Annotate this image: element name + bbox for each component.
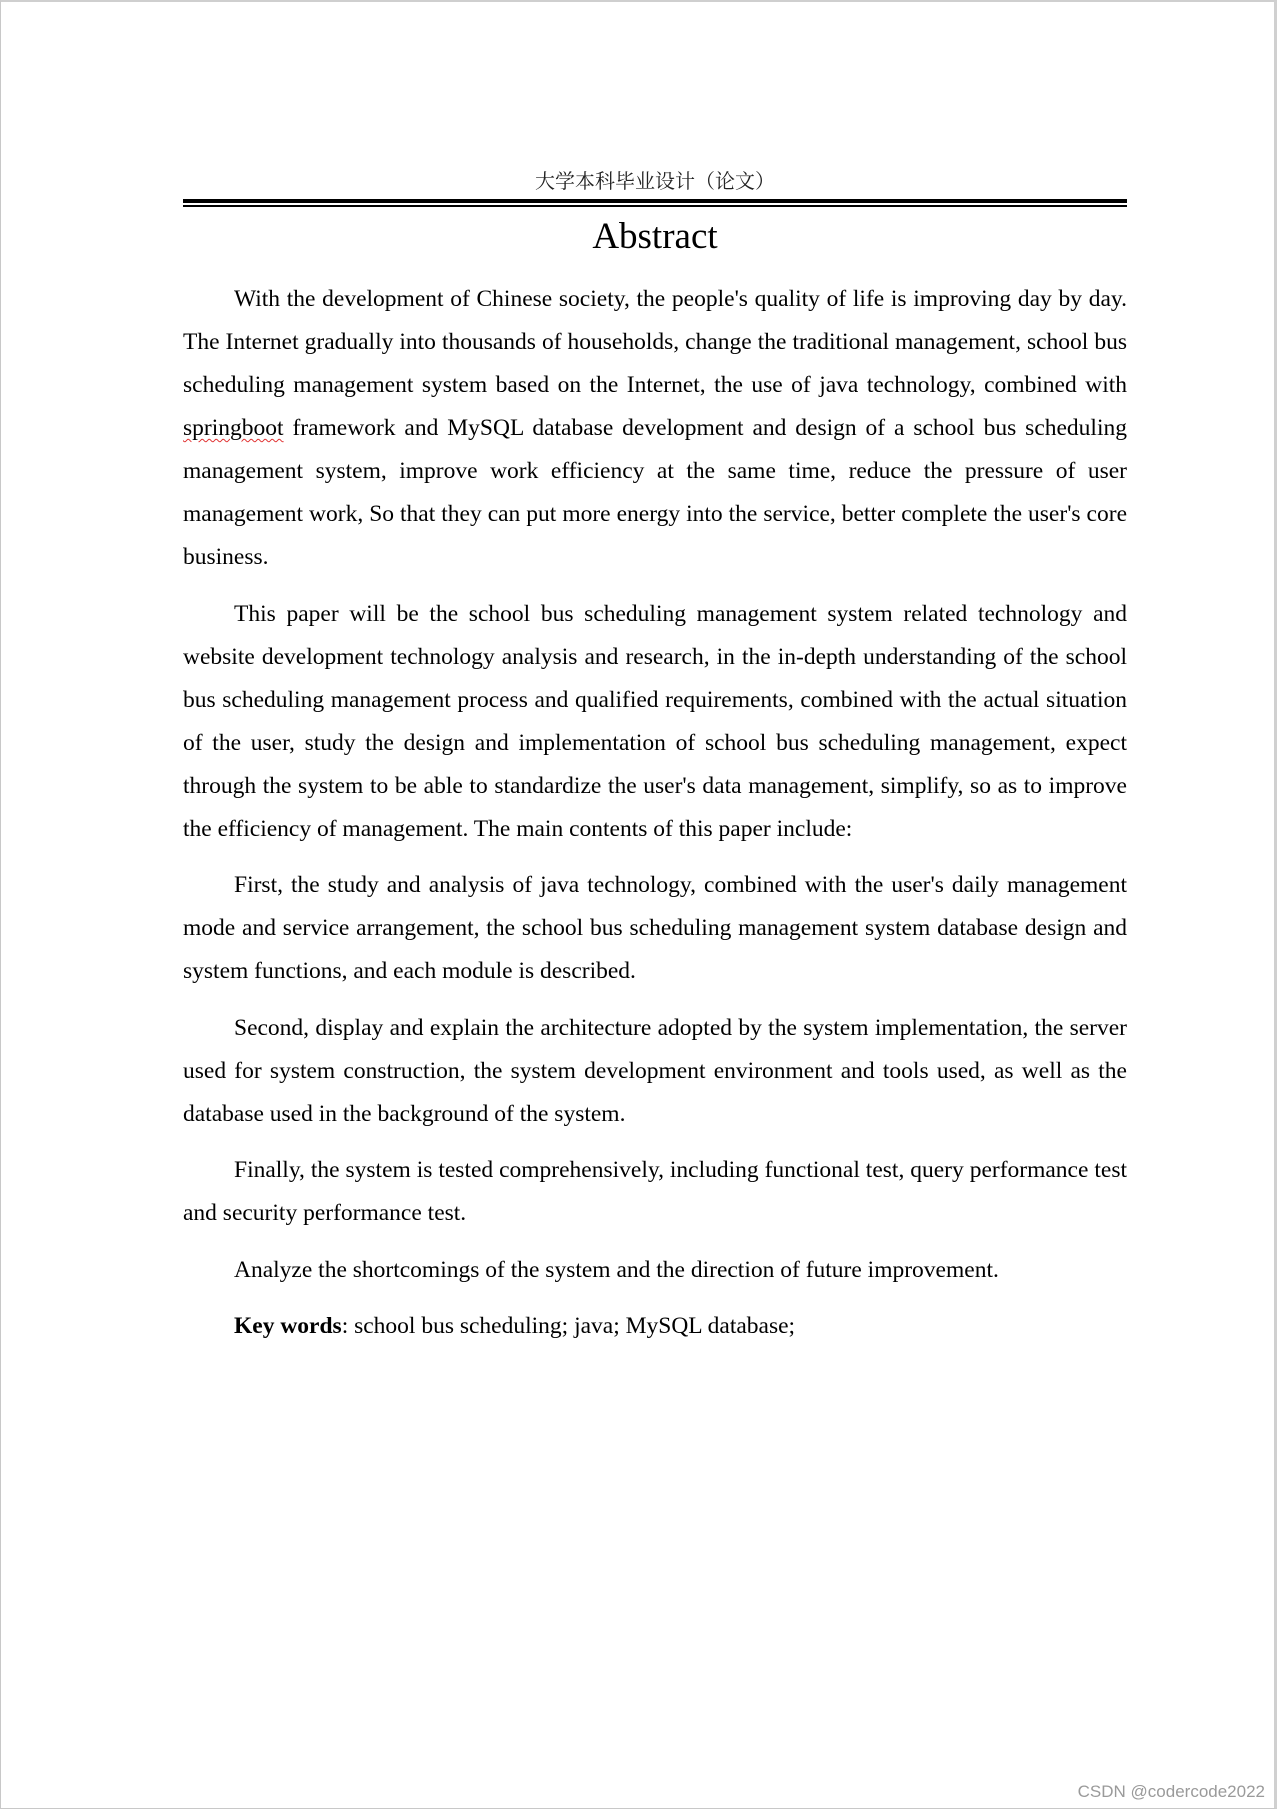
abstract-body — [183, 278, 1127, 1362]
running-header: 大学本科毕业设计（论文） — [535, 171, 775, 193]
header-rule-thin — [183, 205, 1127, 207]
paragraph-5: Finally, the system is tested comprehensively, including functional test, query performance test and security performance test. — [183, 1157, 1127, 1226]
paragraph-text: framework and MySQL database development and design of a school bus scheduling management system, improve work efficiency at the same time, reduce the pressure of user management work, So that they can put more energy into the service, better complete the user's core business. — [183, 415, 1127, 570]
watermark: CSDN @codercode2022 — [1077, 1782, 1265, 1801]
keywords-label: Key words — [234, 1313, 342, 1339]
header-rule-thick — [183, 199, 1127, 203]
paragraph-text: With the development of Chinese society, the people's quality of life is improving day by day. The Internet gradually into thousands of households, change the traditional management, school bus scheduling management system based on the Internet, the use of java technology, combined with — [183, 286, 1127, 398]
paragraph-3: First, the study and analysis of java technology, combined with the user's daily management mode and service arrangement, the school bus scheduling management system database design and system functions, and each module is described. — [183, 872, 1127, 984]
paragraph-2: This paper will be the school bus scheduling management system related technology and website development technology analysis and research, in the in-depth understanding of the school bus scheduling management process and qualified requirements, combined with the actual situation of the user, study the design and implementation of school bus scheduling management, expect through the system to be able to standardize the user's data management, simplify, so as to improve the efficiency of management. The main contents of this paper include: — [183, 600, 1127, 842]
paragraph-6: Analyze the shortcomings of the system and the direction of future improvement. — [234, 1256, 999, 1283]
keywords-value: : school bus scheduling; java; MySQL database; — [341, 1313, 796, 1339]
paragraph-4: Second, display and explain the architecture adopted by the system implementation, the server used for system construction, the system development environment and tools used, as well as the database used in the background of the system. — [183, 1014, 1127, 1127]
paragraph-1 — [183, 278, 1127, 579]
page-title: Abstract — [592, 216, 718, 257]
keywords — [183, 1305, 1127, 1348]
spellcheck-word: springboot — [183, 415, 284, 441]
